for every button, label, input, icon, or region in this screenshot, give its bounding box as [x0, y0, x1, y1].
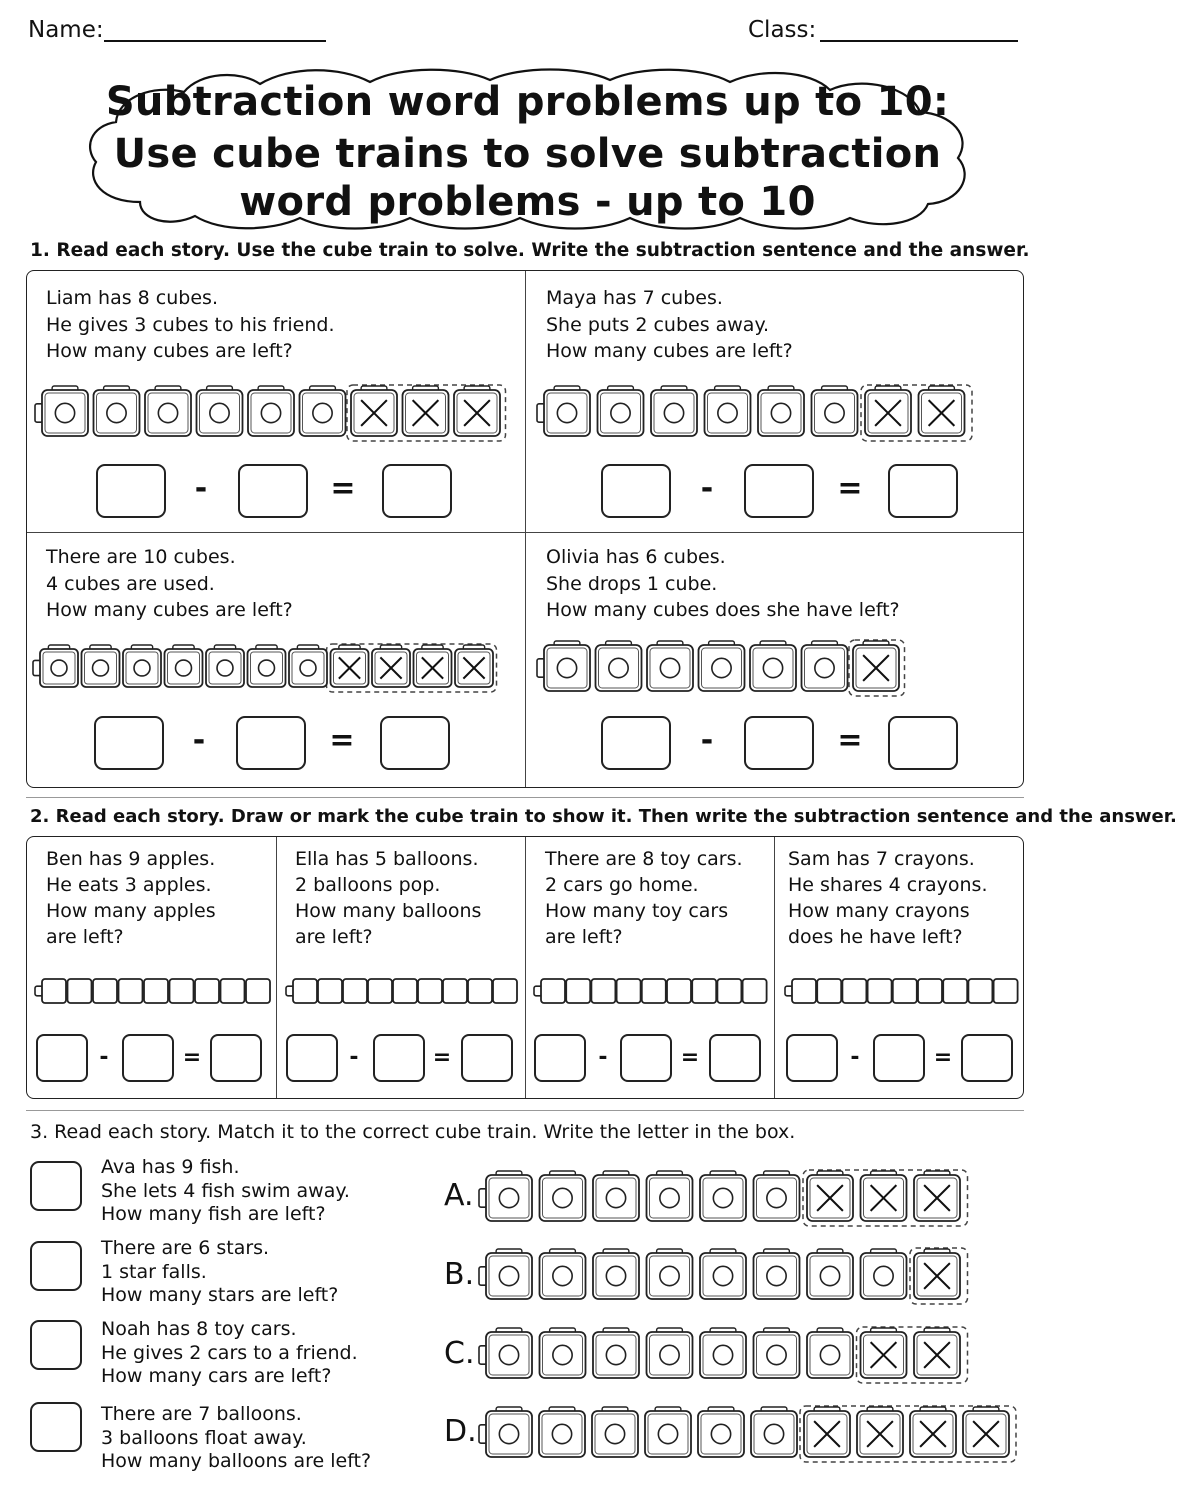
cube[interactable] [246, 979, 270, 1003]
cube [197, 386, 243, 436]
cube [540, 1171, 586, 1221]
answer-box[interactable] [36, 1034, 88, 1082]
story-line: are left? [545, 926, 623, 948]
cube[interactable] [318, 979, 342, 1003]
story-line: There are 10 cubes. [46, 546, 236, 568]
cube[interactable] [343, 979, 367, 1003]
minus-sign: - [700, 723, 714, 758]
cube[interactable] [566, 979, 590, 1003]
story-line: Maya has 7 cubes. [546, 287, 723, 309]
story-line: does he have left? [788, 926, 963, 948]
cube [754, 1328, 800, 1378]
story-line: How many stars are left? [101, 1284, 339, 1306]
cube-train-a [478, 1168, 978, 1224]
crossed-cube [804, 1407, 850, 1457]
story-line: How many balloons [295, 900, 482, 922]
answer-box[interactable] [94, 716, 164, 770]
cube [593, 1171, 639, 1221]
story-line: Ella has 5 balloons. [295, 848, 479, 870]
story-line: Olivia has 6 cubes. [546, 546, 726, 568]
cube [539, 1407, 585, 1457]
cube [592, 1407, 638, 1457]
story-line: There are 8 toy cars. [545, 848, 743, 870]
title-line-3: word problems - up to 10 [239, 179, 816, 225]
s2-story-3 [545, 846, 743, 950]
cube[interactable] [42, 979, 66, 1003]
train-letter-a: A. [444, 1178, 474, 1213]
answer-box[interactable] [238, 464, 308, 518]
equals-sign: = [182, 1045, 202, 1070]
class-label: Class: [748, 17, 817, 43]
story-line: There are 7 balloons. [101, 1403, 302, 1425]
cube[interactable] [393, 979, 417, 1003]
minus-sign: - [99, 1045, 109, 1070]
crossed-cube [914, 1328, 960, 1378]
cube-train [34, 380, 514, 442]
cube[interactable] [667, 979, 691, 1003]
story-line: She drops 1 cube. [546, 572, 718, 595]
answer-box[interactable] [382, 464, 452, 518]
cube[interactable] [170, 979, 194, 1003]
crossed-cube [455, 645, 493, 687]
cube[interactable] [541, 979, 565, 1003]
crossed-cube [372, 645, 410, 687]
answer-box[interactable] [744, 464, 814, 518]
cube [596, 641, 642, 691]
s1-story-4 [546, 544, 900, 624]
cube [807, 1249, 853, 1299]
cube [807, 1328, 853, 1378]
cube-train-c [478, 1325, 978, 1381]
crossed-cube [861, 1171, 907, 1221]
answer-box[interactable] [236, 716, 306, 770]
train-letter-d: D. [444, 1414, 477, 1449]
cube[interactable] [743, 979, 767, 1003]
answer-box[interactable] [888, 716, 958, 770]
cube[interactable] [842, 979, 866, 1003]
minus-sign: - [850, 1045, 860, 1070]
story-line: How many cubes does she have left? [546, 599, 900, 621]
crossed-cube [853, 641, 899, 691]
cube [593, 1328, 639, 1378]
cube [206, 645, 244, 687]
section1-horizontal-divider [27, 532, 1023, 533]
answer-box[interactable] [96, 464, 166, 518]
story-line: How many balloons are left? [101, 1450, 372, 1472]
minus-sign: - [700, 471, 714, 506]
cube [145, 386, 191, 436]
section2-instruction: 2. Read each story. Draw or mark the cube train to show it. Then write the subtraction sentence and the answer. [30, 806, 1177, 827]
cube[interactable] [617, 979, 641, 1003]
cube [248, 386, 294, 436]
crossed-cube [807, 1171, 853, 1221]
cube[interactable] [195, 979, 219, 1003]
train-letter-b: B. [444, 1257, 475, 1292]
cube[interactable] [717, 979, 741, 1003]
column-divider [525, 837, 526, 1098]
story-line: 2 balloons pop. [295, 874, 441, 896]
cube [705, 386, 751, 436]
answer-box[interactable] [210, 1034, 262, 1082]
cube-train [536, 380, 976, 442]
cube[interactable] [968, 979, 992, 1003]
cube[interactable] [994, 979, 1018, 1003]
equals-sign: = [432, 1045, 452, 1070]
cube [486, 1171, 532, 1221]
separator [26, 1110, 1024, 1111]
crossed-cube [414, 645, 452, 687]
cube [645, 1407, 691, 1457]
cube [698, 1407, 744, 1457]
minus-sign: - [194, 471, 208, 506]
cube [486, 1328, 532, 1378]
answer-box[interactable] [122, 1034, 174, 1082]
crossed-cube [861, 1328, 907, 1378]
crossed-cube [351, 386, 397, 436]
crossed-cube [963, 1407, 1009, 1457]
cube[interactable] [792, 979, 816, 1003]
cube[interactable] [817, 979, 841, 1003]
blank-cube-train[interactable] [285, 976, 517, 1006]
story-line: Ava has 9 fish. [101, 1156, 240, 1178]
crossed-cube [910, 1407, 956, 1457]
cube [123, 645, 161, 687]
cube [94, 386, 140, 436]
cube[interactable] [144, 979, 168, 1003]
answer-box[interactable] [601, 716, 671, 770]
cube [754, 1249, 800, 1299]
story-line: He gives 3 cubes to his friend. [46, 313, 335, 336]
cube[interactable] [443, 979, 467, 1003]
cube[interactable] [368, 979, 392, 1003]
letter-answer-box[interactable] [30, 1320, 82, 1370]
story-line: He eats 3 apples. [46, 874, 212, 896]
section1-vertical-divider [525, 271, 526, 787]
s2-story-1 [46, 846, 216, 950]
cube [544, 641, 590, 691]
story-line: How many cubes are left? [46, 340, 293, 362]
answer-box[interactable] [601, 464, 671, 518]
blank-cube-train[interactable] [34, 976, 270, 1006]
story-line: are left? [295, 926, 373, 948]
answer-box[interactable] [373, 1034, 425, 1082]
cube [40, 645, 78, 687]
cube [82, 645, 120, 687]
story-line: Ben has 9 apples. [46, 848, 216, 870]
cube [700, 1171, 746, 1221]
story-line: How many cars are left? [101, 1365, 332, 1387]
answer-box[interactable] [461, 1034, 513, 1082]
cube [647, 1249, 693, 1299]
s1-story-1 [46, 285, 335, 365]
crossed-cube [403, 386, 449, 436]
crossed-cube [914, 1249, 960, 1299]
cube-train [536, 637, 912, 695]
cube [751, 1407, 797, 1457]
answer-box[interactable] [888, 464, 958, 518]
cube[interactable] [943, 979, 967, 1003]
story-line: There are 6 stars. [101, 1237, 270, 1259]
separator [26, 797, 1024, 798]
cube[interactable] [642, 979, 666, 1003]
story-line: Liam has 8 cubes. [46, 287, 218, 309]
cube [598, 386, 644, 436]
cube [593, 1249, 639, 1299]
cube[interactable] [221, 979, 245, 1003]
cube [700, 1249, 746, 1299]
minus-sign: - [598, 1045, 608, 1070]
s3-story-4 [101, 1403, 371, 1474]
blank-cube-train[interactable] [784, 976, 1018, 1006]
cube-train-b [478, 1246, 978, 1302]
cube [699, 641, 745, 691]
story-line: How many apples [46, 900, 216, 922]
name-line[interactable] [104, 40, 326, 42]
story-line: How many cubes are left? [46, 599, 293, 621]
s1-story-2 [546, 285, 793, 365]
crossed-cube [454, 386, 500, 436]
story-line: Sam has 7 crayons. [788, 848, 975, 870]
blank-cube-train[interactable] [533, 976, 767, 1006]
class-line[interactable] [820, 40, 1018, 42]
cube [758, 386, 804, 436]
story-line: 4 cubes are used. [46, 572, 215, 595]
answer-box[interactable] [786, 1034, 838, 1082]
cube [651, 386, 697, 436]
answer-box[interactable] [744, 716, 814, 770]
cube [700, 1328, 746, 1378]
cube [540, 1249, 586, 1299]
story-line: How many crayons [788, 900, 970, 922]
cube [544, 386, 590, 436]
equals-sign: = [837, 471, 863, 506]
story-line: 3 balloons float away. [101, 1426, 307, 1449]
cube[interactable] [493, 979, 517, 1003]
story-line: How many cubes are left? [546, 340, 793, 362]
answer-box[interactable] [380, 716, 450, 770]
answer-box[interactable] [286, 1034, 338, 1082]
cube[interactable] [868, 979, 892, 1003]
cube [42, 386, 88, 436]
story-line: She lets 4 fish swim away. [101, 1179, 350, 1202]
name-label: Name: [28, 17, 104, 43]
cube[interactable] [119, 979, 143, 1003]
answer-box[interactable] [961, 1034, 1013, 1082]
story-line: He shares 4 crayons. [788, 874, 988, 896]
crossed-cube [914, 1171, 960, 1221]
s1-story-3 [46, 544, 293, 624]
cube[interactable] [692, 979, 716, 1003]
answer-box[interactable] [534, 1034, 586, 1082]
cube [861, 1249, 907, 1299]
cube [289, 645, 327, 687]
letter-answer-box[interactable] [30, 1241, 82, 1291]
s2-story-2 [295, 846, 481, 950]
cube [486, 1249, 532, 1299]
cube[interactable] [418, 979, 442, 1003]
story-line: How many toy cars [545, 900, 729, 922]
story-line: She puts 2 cubes away. [546, 313, 770, 336]
equals-sign: = [680, 1045, 700, 1070]
cube[interactable] [893, 979, 917, 1003]
minus-sign: - [192, 723, 206, 758]
equals-sign: = [933, 1045, 953, 1070]
s3-story-3 [101, 1318, 358, 1389]
cube[interactable] [293, 979, 317, 1003]
story-line: Noah has 8 toy cars. [101, 1318, 297, 1340]
s2-story-4 [788, 846, 988, 950]
crossed-cube [919, 386, 965, 436]
cube [750, 641, 796, 691]
letter-answer-box[interactable] [30, 1402, 82, 1452]
cube [248, 645, 286, 687]
cube [647, 1171, 693, 1221]
answer-box[interactable] [873, 1034, 925, 1082]
cube[interactable] [591, 979, 615, 1003]
cube[interactable] [918, 979, 942, 1003]
equals-sign: = [329, 723, 355, 758]
crossed-cube [857, 1407, 903, 1457]
cube[interactable] [93, 979, 117, 1003]
letter-answer-box[interactable] [30, 1161, 82, 1211]
story-line: How many fish are left? [101, 1203, 326, 1225]
crossed-cube [865, 386, 911, 436]
equals-sign: = [330, 471, 356, 506]
cube[interactable] [68, 979, 92, 1003]
column-divider [276, 837, 277, 1098]
cube [647, 641, 693, 691]
cube [540, 1328, 586, 1378]
section1-instruction: 1. Read each story. Use the cube train to solve. Write the subtraction sentence and the answer. [30, 240, 1030, 261]
title-line-2: Use cube trains to solve subtraction [113, 131, 942, 177]
story-line: He gives 2 cars to a friend. [101, 1341, 358, 1364]
equals-sign: = [837, 723, 863, 758]
cube [812, 386, 858, 436]
title-line-1: Subtraction word problems up to 10: [105, 79, 950, 125]
cube [754, 1171, 800, 1221]
cube-train-d [478, 1404, 1028, 1460]
story-line: 2 cars go home. [545, 874, 699, 896]
cube [802, 641, 848, 691]
crossed-cube [331, 645, 369, 687]
s3-story-1 [101, 1156, 350, 1227]
column-divider [774, 837, 775, 1098]
cube [165, 645, 203, 687]
story-line: are left? [46, 926, 124, 948]
cube [486, 1407, 532, 1457]
train-letter-c: C. [444, 1336, 475, 1371]
cube [300, 386, 346, 436]
section3-instruction: 3. Read each story. Match it to the correct cube train. Write the letter in the box. [30, 1121, 796, 1143]
s3-story-2 [101, 1237, 338, 1308]
story-line: 1 star falls. [101, 1260, 207, 1283]
cube [647, 1328, 693, 1378]
answer-box[interactable] [709, 1034, 761, 1082]
minus-sign: - [349, 1045, 359, 1070]
cube[interactable] [468, 979, 492, 1003]
cube-train [32, 637, 514, 695]
answer-box[interactable] [620, 1034, 672, 1082]
